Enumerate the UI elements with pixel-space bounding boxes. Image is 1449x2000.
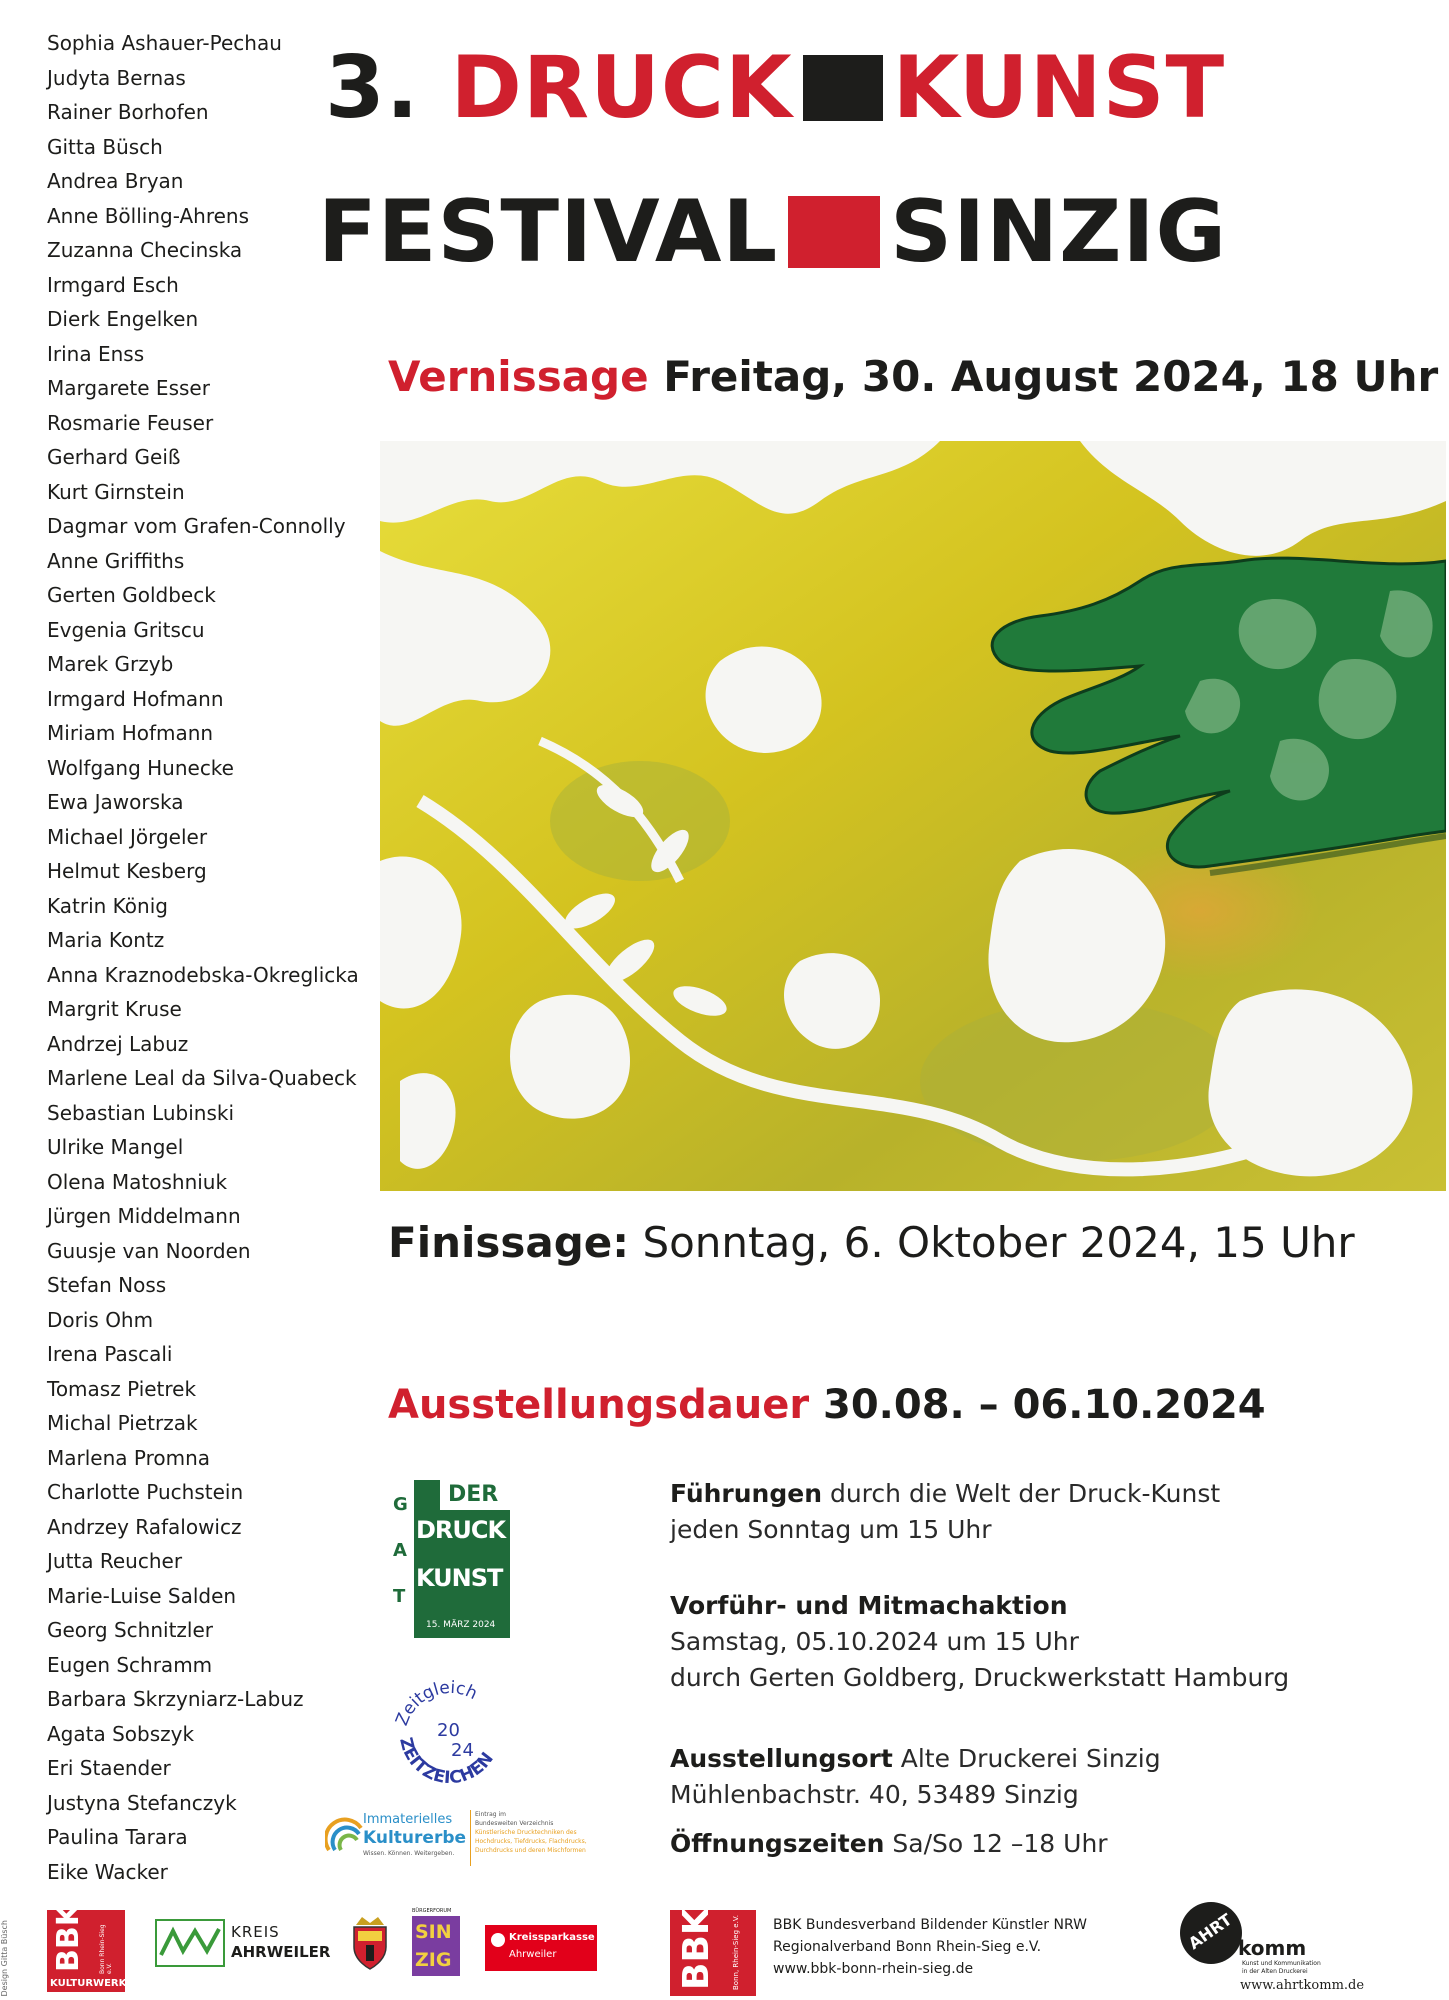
artist-name: Maria Kontz xyxy=(47,928,165,952)
artist-name: Kurt Girnstein xyxy=(47,479,185,504)
artist-name: Olena Matoshniuk xyxy=(47,1169,228,1194)
bbk-kulturwerk-side: Bonn Rhein-Sieg e.V. xyxy=(99,1924,113,1974)
artist-name: Irmgard Esch xyxy=(47,272,179,297)
edition-number: 3. xyxy=(325,38,420,138)
demo-action-date: Samstag, 05.10.2024 um 15 Uhr xyxy=(670,1627,1079,1656)
duration-dates: 30.08. – 06.10.2024 xyxy=(823,1382,1266,1428)
red-square-icon xyxy=(788,196,880,268)
zeitgleich-arc: Zeitgleich xyxy=(392,1677,481,1729)
artist-name: Stefan Noss xyxy=(47,1273,167,1297)
title-sinzig: SINZIG xyxy=(890,182,1228,282)
artist-name: Irena Pascali xyxy=(47,1342,173,1366)
kulturerbe-desc: Durchdrucks und deren Mischformen xyxy=(475,1847,586,1854)
artist-name: Miriam Hofmann xyxy=(47,721,214,745)
kreissparkasse-logo xyxy=(485,1925,597,1971)
artist-name: Jürgen Middelmann xyxy=(47,1204,241,1228)
demo-action-host: durch Gerten Goldberg, Druckwerkstatt Hamburg xyxy=(670,1663,1290,1692)
black-square-icon xyxy=(803,55,883,121)
artist-name: Marie-Luise Salden xyxy=(47,1583,237,1608)
demo-action-label: Vorführ- und Mitmachaktion xyxy=(670,1591,1068,1620)
artist-name: Marlena Promna xyxy=(47,1445,211,1470)
artist-name: Charlotte Puchstein xyxy=(47,1480,244,1504)
vernissage-label: Vernissage xyxy=(388,352,649,401)
festival-title-line1 xyxy=(325,38,1225,138)
kulturerbe-logo xyxy=(325,1810,605,1880)
komm-sub1: Kunst und Kommunikation xyxy=(1242,1960,1321,1967)
artist-name: Eugen Schramm xyxy=(47,1652,213,1677)
ahrtkomm-logo xyxy=(1180,1902,1380,1997)
artist-name: Anna Kraznodebska-Okreglicka xyxy=(47,962,359,987)
year-part1: 20 xyxy=(437,1720,460,1741)
duration-label: Ausstellungsdauer xyxy=(388,1382,810,1428)
artist-name: Andrea Bryan xyxy=(47,169,184,193)
zeitzeichen-logo xyxy=(385,1668,515,1798)
info-opening-hours xyxy=(670,1826,1108,1862)
artist-name: Dierk Engelken xyxy=(47,307,199,331)
kulturerbe-desc: Hochdrucks, Tiefdrucks, Flachdrucks, xyxy=(475,1838,587,1845)
tag-logo-der: DER xyxy=(448,1482,499,1507)
festival-title-line2 xyxy=(318,182,1227,282)
zeitzeichen-arc: ZEITZEICHEN xyxy=(395,1735,498,1789)
venue-address: Mühlenbachstr. 40, 53489 Sinzig xyxy=(670,1780,1079,1809)
finissage-date: Sonntag, 6. Oktober 2024, 15 Uhr xyxy=(642,1218,1355,1267)
artist-name: Irina Enss xyxy=(47,341,145,366)
artist-name: Guusje van Noorden xyxy=(47,1238,251,1263)
artist-name: Justyna Stefanczyk xyxy=(47,1790,237,1815)
bbk-nrw-text: BBK xyxy=(676,1907,717,1990)
artist-name: Marlene Leal da Silva-Quabeck xyxy=(47,1066,357,1090)
kulturerbe-desc: Künstlerische Drucktechniken des xyxy=(475,1829,577,1836)
artist-name: Zuzanna Checinska xyxy=(47,238,243,262)
venue-label: Ausstellungsort xyxy=(670,1744,893,1773)
kulturerbe-desc: Eintrag im xyxy=(475,1811,506,1818)
title-kunst: KUNST xyxy=(892,38,1226,138)
kulturerbe-line1: Immaterielles xyxy=(363,1812,453,1827)
bbk-nrw-side: Bonn, Rhein-Sieg e.V. xyxy=(732,1915,740,1990)
artist-list xyxy=(47,26,359,1889)
artist-name: Gitta Büsch xyxy=(47,134,163,159)
bbk-kulturwerk-sub: KULTURWERK xyxy=(50,1978,127,1989)
info-venue xyxy=(670,1741,1161,1813)
tag-letter: T xyxy=(393,1586,406,1607)
vernissage-date: Freitag, 30. August 2024, 18 Uhr xyxy=(663,352,1439,401)
artist-name: Sebastian Lubinski xyxy=(47,1100,235,1125)
artist-name: Paulina Tarara xyxy=(47,1825,188,1849)
komm-sub2: in der Alten Druckerei xyxy=(1242,1968,1308,1975)
tag-logo-druck: DRUCK xyxy=(416,1516,506,1544)
kreis-label: KREIS xyxy=(231,1923,280,1941)
artist-name: Gerhard Geiß xyxy=(47,445,181,469)
finissage-label: Finissage: xyxy=(388,1218,630,1267)
artist-name: Judyta Bernas xyxy=(47,65,186,90)
artist-name: Rainer Borhofen xyxy=(47,100,209,124)
bbk-kulturwerk-text: BBK xyxy=(51,1903,86,1972)
kreis-ahrweiler-logo xyxy=(155,1915,330,1985)
artist-name: Gerten Goldbeck xyxy=(47,583,216,607)
artist-name: Sophia Ashauer-Pechau xyxy=(47,31,282,55)
kulturerbe-desc: Bundesweiten Verzeichnis xyxy=(475,1820,554,1827)
kulturerbe-line2: Kulturerbe xyxy=(363,1828,467,1848)
sparkasse-line1: Kreissparkasse xyxy=(509,1932,595,1943)
kulturerbe-tagline: Wissen. Können. Weitergeben. xyxy=(363,1850,455,1857)
venue-name: Alte Druckerei Sinzig xyxy=(900,1744,1161,1773)
artist-name: Katrin König xyxy=(47,893,168,918)
ahrt-text: AHRT xyxy=(1184,1909,1236,1954)
artist-name: Anne Griffiths xyxy=(47,548,185,573)
artist-name: Georg Schnitzler xyxy=(47,1618,213,1642)
sinzig-logo-text: SIN ZIG xyxy=(415,1921,452,1971)
finissage-line xyxy=(388,1218,1355,1267)
ahrweiler-label: AHRWEILER xyxy=(231,1943,331,1961)
artist-name: Jutta Reucher xyxy=(47,1549,183,1573)
info-demo-action xyxy=(670,1588,1289,1696)
artist-name: Barbara Skrzyniarz-Labuz xyxy=(47,1687,304,1711)
artist-name: Wolfgang Hunecke xyxy=(47,755,234,780)
artist-name: Dagmar vom Grafen-Connolly xyxy=(47,514,346,538)
artwork-image xyxy=(380,441,1446,1191)
opening-hours-label: Öffnungszeiten xyxy=(670,1829,885,1858)
guided-tours-text: durch die Welt der Druck-Kunst xyxy=(829,1479,1221,1508)
title-druck: DRUCK xyxy=(450,38,793,138)
artist-name: Anne Bölling-Ahrens xyxy=(47,203,250,228)
guided-tours-label: Führungen xyxy=(670,1479,823,1508)
artist-name: Marek Grzyb xyxy=(47,652,174,676)
ahrweiler-wave-icon xyxy=(155,1919,225,1967)
artist-name: Doris Ohm xyxy=(47,1307,154,1332)
kulturerbe-arc-icon xyxy=(325,1814,365,1854)
tag-logo-date: 15. MÄRZ 2024 xyxy=(426,1620,496,1630)
artist-name: Eri Staender xyxy=(47,1756,171,1780)
artist-name: Ewa Jaworska xyxy=(47,790,184,814)
artist-name: Michal Pietrzak xyxy=(47,1411,198,1435)
artist-name: Agata Sobszyk xyxy=(47,1721,195,1746)
sparkasse-icon xyxy=(491,1933,505,1947)
bbk-kulturwerk-logo xyxy=(47,1903,127,1992)
buergerforum-label: BÜRGERFORUM xyxy=(412,1908,452,1914)
design-credit: Design Gitta Büsch xyxy=(0,1920,9,1997)
artist-name: Andrzey Rafalowicz xyxy=(47,1514,242,1539)
artist-name: Tomasz Pietrek xyxy=(47,1376,197,1401)
artist-name: Evgenia Gritscu xyxy=(47,617,205,642)
artist-name: Michael Jörgeler xyxy=(47,824,208,849)
komm-text: komm xyxy=(1238,1936,1307,1960)
guided-tours-schedule: jeden Sonntag um 15 Uhr xyxy=(670,1515,992,1544)
tag-letter: G xyxy=(393,1494,408,1515)
buergerforum-sinzig-logo xyxy=(412,1908,462,1982)
coat-of-arms-icon xyxy=(350,1915,390,1971)
artist-name: Helmut Kesberg xyxy=(47,859,207,883)
komm-url[interactable]: www.ahrtkomm.de xyxy=(1240,1978,1365,1993)
vernissage-line xyxy=(388,352,1438,401)
tag-letter: A xyxy=(393,1540,407,1561)
tag-logo-kunst: KUNST xyxy=(416,1564,503,1592)
title-festival: FESTIVAL xyxy=(318,182,779,282)
opening-hours-text: Sa/So 12 –18 Uhr xyxy=(892,1829,1108,1858)
artist-name: Ulrike Mangel xyxy=(47,1135,184,1159)
exhibition-duration xyxy=(388,1382,1266,1428)
artist-name: Eike Wacker xyxy=(47,1859,168,1884)
artist-name: Margrit Kruse xyxy=(47,997,182,1021)
artist-name: Margarete Esser xyxy=(47,376,210,400)
bbk-nrw-url[interactable]: www.bbk-bonn-rhein-sieg.de xyxy=(773,1961,974,1977)
artist-name: Andrzej Labuz xyxy=(47,1031,189,1056)
sparkasse-line2: Ahrweiler xyxy=(509,1949,557,1960)
tag-der-druckkunst-logo xyxy=(388,1480,510,1638)
bbk-nrw-logo xyxy=(670,1907,756,1996)
year-part2: 24 xyxy=(451,1740,474,1761)
artist-name: Rosmarie Feuser xyxy=(47,410,214,435)
bbk-nrw-line2: Regionalverband Bonn Rhein-Sieg e.V. xyxy=(773,1939,1042,1955)
bbk-nrw-address xyxy=(773,1914,1087,1980)
info-guided-tours xyxy=(670,1476,1220,1548)
bbk-nrw-line1: BBK Bundesverband Bildender Künstler NRW xyxy=(773,1917,1087,1933)
artist-name: Irmgard Hofmann xyxy=(47,686,224,711)
